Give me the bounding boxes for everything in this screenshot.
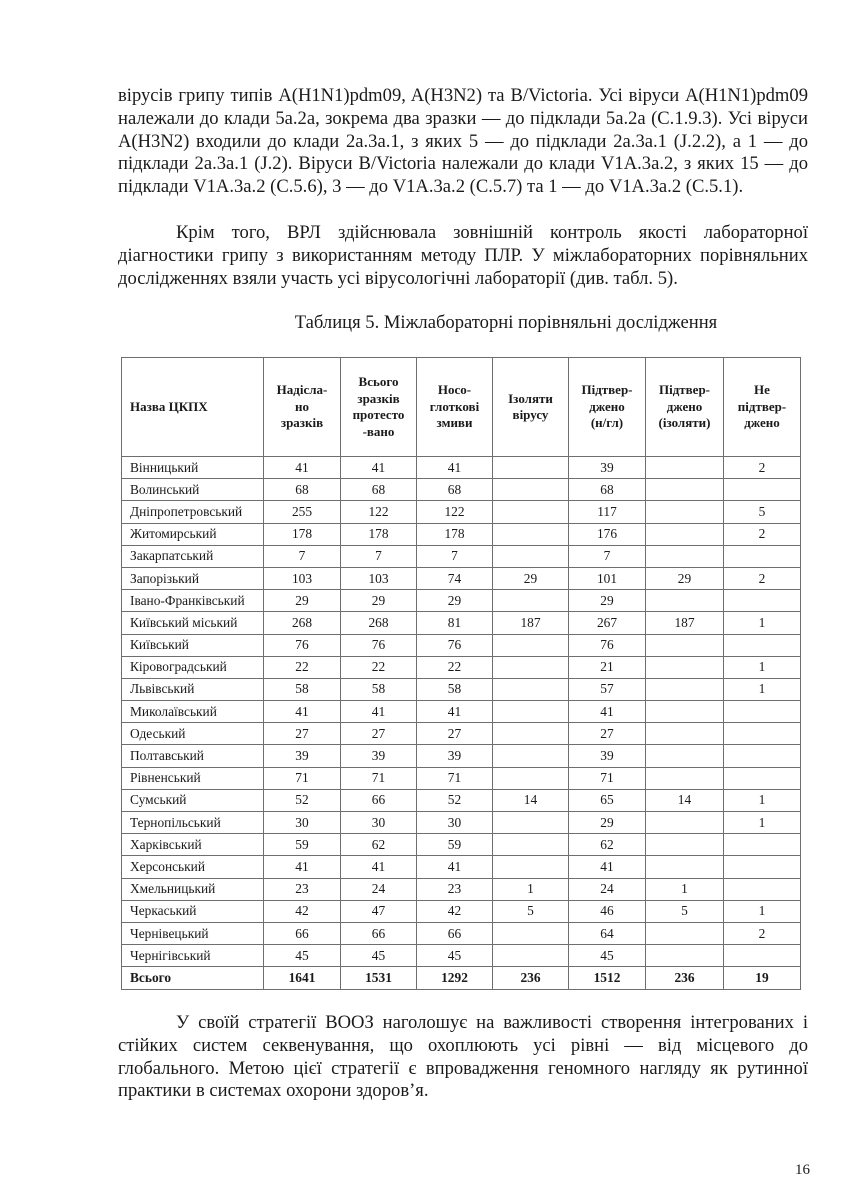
cell-lab-name: Харківський	[122, 834, 264, 856]
cell-value	[724, 479, 801, 501]
cell-value	[724, 856, 801, 878]
cell-value: 2	[724, 457, 801, 479]
cell-value: 76	[341, 634, 417, 656]
table-row	[122, 479, 801, 501]
cell-value: 52	[417, 789, 493, 811]
cell-value: 23	[264, 878, 341, 900]
table-row	[122, 834, 801, 856]
cell-value	[646, 723, 724, 745]
header-samples-sent: Надісла- но зразків	[264, 358, 341, 457]
table-row	[122, 745, 801, 767]
cell-value	[724, 767, 801, 789]
cell-value	[493, 856, 569, 878]
cell-value	[493, 545, 569, 567]
cell-value	[493, 656, 569, 678]
cell-lab-name: Запорізький	[122, 567, 264, 589]
cell-value: 236	[493, 967, 569, 989]
header-confirmed-isolates: Підтвер- джено (ізоляти)	[646, 358, 724, 457]
cell-value: 14	[493, 789, 569, 811]
cell-lab-name: Вінницький	[122, 457, 264, 479]
cell-value: 42	[264, 900, 341, 922]
cell-value: 122	[341, 501, 417, 523]
cell-value: 39	[417, 745, 493, 767]
cell-value: 1	[724, 678, 801, 700]
table-row	[122, 701, 801, 723]
cell-lab-name: Закарпатський	[122, 545, 264, 567]
cell-value	[646, 701, 724, 723]
cell-value: 41	[264, 856, 341, 878]
cell-lab-name: Полтавський	[122, 745, 264, 767]
cell-value: 29	[493, 567, 569, 589]
cell-value: 122	[417, 501, 493, 523]
cell-lab-name: Чернігівський	[122, 945, 264, 967]
cell-value: 2	[724, 523, 801, 545]
cell-value: 58	[417, 678, 493, 700]
paragraph-who-strategy: У своїй стратегії ВООЗ наголошує на важливості створення інтегрованих і стійких систем секвенування, що охоплюють усі рівні — від місцевого до глобального. Метою цієї стратегії є впровадження геномного нагляду як рутинної практики в системах охорони здоров’я.	[118, 1012, 808, 1102]
cell-value	[646, 767, 724, 789]
cell-value	[646, 479, 724, 501]
cell-value: 178	[264, 523, 341, 545]
cell-value: 29	[264, 590, 341, 612]
cell-value	[646, 634, 724, 656]
cell-value: 76	[417, 634, 493, 656]
cell-value	[493, 723, 569, 745]
cell-value: 59	[264, 834, 341, 856]
cell-value: 27	[417, 723, 493, 745]
cell-value: 30	[417, 812, 493, 834]
cell-value: 267	[569, 612, 646, 634]
cell-value: 1	[493, 878, 569, 900]
table-row	[122, 501, 801, 523]
cell-value: 47	[341, 900, 417, 922]
cell-value: 1	[724, 789, 801, 811]
cell-value: 41	[417, 457, 493, 479]
cell-value: 27	[569, 723, 646, 745]
cell-value: 52	[264, 789, 341, 811]
table-total-row	[122, 967, 801, 989]
cell-value: 45	[264, 945, 341, 967]
cell-value: 29	[646, 567, 724, 589]
table-row	[122, 878, 801, 900]
cell-lab-name: Івано-Франківський	[122, 590, 264, 612]
cell-value: 178	[417, 523, 493, 545]
cell-lab-name: Тернопільський	[122, 812, 264, 834]
cell-value: 187	[493, 612, 569, 634]
cell-value	[724, 878, 801, 900]
cell-value: 21	[569, 656, 646, 678]
cell-value	[646, 457, 724, 479]
cell-value: 66	[417, 922, 493, 944]
cell-value: 1	[724, 612, 801, 634]
interlab-comparison-table	[121, 357, 801, 990]
cell-value: 187	[646, 612, 724, 634]
cell-value: 39	[569, 745, 646, 767]
cell-value: 45	[341, 945, 417, 967]
header-virus-isolates: Ізоляти вірусу	[493, 358, 569, 457]
cell-lab-name: Львівський	[122, 678, 264, 700]
cell-value: 1512	[569, 967, 646, 989]
cell-value: 66	[341, 789, 417, 811]
cell-value	[646, 856, 724, 878]
cell-value: 41	[264, 701, 341, 723]
cell-value: 255	[264, 501, 341, 523]
cell-value: 5	[646, 900, 724, 922]
table-row	[122, 634, 801, 656]
cell-value: 59	[417, 834, 493, 856]
cell-value	[646, 678, 724, 700]
cell-lab-name: Всього	[122, 967, 264, 989]
cell-value: 7	[569, 545, 646, 567]
cell-value	[724, 723, 801, 745]
cell-value	[724, 545, 801, 567]
cell-value	[493, 590, 569, 612]
cell-value: 1641	[264, 967, 341, 989]
cell-value: 117	[569, 501, 646, 523]
cell-value	[493, 745, 569, 767]
cell-lab-name: Херсонський	[122, 856, 264, 878]
cell-value	[493, 767, 569, 789]
cell-value: 66	[341, 922, 417, 944]
cell-value	[493, 701, 569, 723]
cell-value: 7	[341, 545, 417, 567]
cell-value: 39	[264, 745, 341, 767]
cell-lab-name: Дніпропетровський	[122, 501, 264, 523]
cell-value: 22	[341, 656, 417, 678]
cell-value: 24	[341, 878, 417, 900]
cell-value	[493, 945, 569, 967]
cell-value	[493, 678, 569, 700]
cell-value: 1	[724, 900, 801, 922]
cell-value: 101	[569, 567, 646, 589]
cell-value: 5	[724, 501, 801, 523]
cell-value	[646, 545, 724, 567]
table-row	[122, 812, 801, 834]
table-row	[122, 656, 801, 678]
cell-value: 68	[341, 479, 417, 501]
cell-value: 1	[724, 656, 801, 678]
cell-value: 41	[341, 856, 417, 878]
cell-value: 30	[264, 812, 341, 834]
cell-value	[493, 523, 569, 545]
cell-value: 1531	[341, 967, 417, 989]
cell-value: 178	[341, 523, 417, 545]
cell-value: 74	[417, 567, 493, 589]
table-row	[122, 545, 801, 567]
cell-value: 46	[569, 900, 646, 922]
cell-value	[724, 590, 801, 612]
cell-value	[646, 656, 724, 678]
cell-value: 58	[264, 678, 341, 700]
cell-value: 68	[417, 479, 493, 501]
cell-value: 62	[569, 834, 646, 856]
table-row	[122, 567, 801, 589]
table-row	[122, 678, 801, 700]
cell-value	[646, 501, 724, 523]
cell-value: 19	[724, 967, 801, 989]
table-header-row	[122, 358, 801, 457]
cell-value: 57	[569, 678, 646, 700]
cell-value: 30	[341, 812, 417, 834]
cell-value: 29	[341, 590, 417, 612]
cell-value: 1	[724, 812, 801, 834]
cell-value: 81	[417, 612, 493, 634]
cell-value: 68	[264, 479, 341, 501]
cell-value	[493, 812, 569, 834]
cell-value: 22	[264, 656, 341, 678]
cell-value	[493, 479, 569, 501]
cell-value: 23	[417, 878, 493, 900]
table-row	[122, 457, 801, 479]
cell-value: 76	[264, 634, 341, 656]
cell-value: 76	[569, 634, 646, 656]
cell-value: 27	[264, 723, 341, 745]
table-row	[122, 856, 801, 878]
cell-value	[724, 634, 801, 656]
cell-value: 7	[264, 545, 341, 567]
table-row	[122, 723, 801, 745]
header-nasopharyngeal-swabs: Носо- глоткові змиви	[417, 358, 493, 457]
cell-value	[646, 745, 724, 767]
cell-value	[493, 501, 569, 523]
cell-value: 68	[569, 479, 646, 501]
cell-value: 58	[341, 678, 417, 700]
cell-value	[493, 834, 569, 856]
cell-value: 41	[569, 701, 646, 723]
paragraph-quality-control: Крім того, ВРЛ здійснювала зовнішній контроль якості лабораторної діагностики грипу з використанням методу ПЛР. У міжлабораторних порівняльних дослідженнях взяли участь усі вірусологічні лабораторії (див. табл. 5).	[118, 222, 808, 289]
cell-lab-name: Житомирський	[122, 523, 264, 545]
paragraph-virus-clades: вірусів грипу типів A(H1N1)pdm09, A(H3N2) та B/Victoria. Усі віруси A(H1N1)pdm09 належали до клади 5a.2a, зокрема два зразки — до підклади 5a.2a (C.1.9.3). Усі віруси A(H3N2) входили до клади 2a.3a.1, з яких 5 — до підклади 2a.3a.1 (J.2.2), а 1 — до підклади 2a.3a.1 (J.2). Віруси B/Victoria належали до клади V1A.3a.2, з яких 15 — до підклади V1A.3a.2 (C.5.6), 3 — до V1A.3a.2 (C.5.7) та 1 — до V1A.3a.2 (C.5.1).	[118, 85, 808, 198]
table-caption: Таблиця 5. Міжлабораторні порівняльні дослідження	[294, 312, 718, 333]
table-row	[122, 612, 801, 634]
cell-value: 29	[569, 812, 646, 834]
cell-value	[493, 457, 569, 479]
cell-value: 27	[341, 723, 417, 745]
cell-lab-name: Миколаївський	[122, 701, 264, 723]
table-row	[122, 789, 801, 811]
cell-lab-name: Київський міський	[122, 612, 264, 634]
cell-value	[724, 834, 801, 856]
table-row	[122, 922, 801, 944]
cell-value	[724, 945, 801, 967]
table-row	[122, 767, 801, 789]
cell-value: 41	[569, 856, 646, 878]
cell-value: 41	[341, 457, 417, 479]
cell-lab-name: Сумський	[122, 789, 264, 811]
cell-value: 103	[341, 567, 417, 589]
cell-value: 64	[569, 922, 646, 944]
cell-value: 62	[341, 834, 417, 856]
cell-lab-name: Хмельницький	[122, 878, 264, 900]
cell-value: 268	[264, 612, 341, 634]
cell-value: 42	[417, 900, 493, 922]
cell-value: 39	[569, 457, 646, 479]
cell-value: 2	[724, 922, 801, 944]
cell-value: 5	[493, 900, 569, 922]
cell-lab-name: Чернівецький	[122, 922, 264, 944]
cell-value	[646, 523, 724, 545]
cell-value: 2	[724, 567, 801, 589]
cell-value	[646, 945, 724, 967]
cell-value: 41	[417, 856, 493, 878]
cell-value	[646, 922, 724, 944]
cell-value: 236	[646, 967, 724, 989]
cell-value: 71	[569, 767, 646, 789]
cell-value: 71	[417, 767, 493, 789]
cell-value: 71	[264, 767, 341, 789]
cell-value: 66	[264, 922, 341, 944]
cell-value: 7	[417, 545, 493, 567]
cell-value: 41	[264, 457, 341, 479]
cell-value: 176	[569, 523, 646, 545]
cell-value: 24	[569, 878, 646, 900]
cell-value: 65	[569, 789, 646, 811]
cell-value: 1	[646, 878, 724, 900]
cell-lab-name: Кіровоградський	[122, 656, 264, 678]
cell-value: 41	[417, 701, 493, 723]
table-row	[122, 523, 801, 545]
cell-lab-name: Волинський	[122, 479, 264, 501]
cell-value	[724, 745, 801, 767]
cell-value: 103	[264, 567, 341, 589]
cell-value: 22	[417, 656, 493, 678]
cell-value	[724, 701, 801, 723]
cell-value	[493, 922, 569, 944]
cell-value	[646, 812, 724, 834]
cell-value: 39	[341, 745, 417, 767]
cell-value: 1292	[417, 967, 493, 989]
table-row	[122, 900, 801, 922]
cell-value: 41	[341, 701, 417, 723]
cell-value: 45	[569, 945, 646, 967]
cell-value: 29	[417, 590, 493, 612]
cell-value: 45	[417, 945, 493, 967]
cell-value	[646, 834, 724, 856]
cell-value: 268	[341, 612, 417, 634]
cell-lab-name: Черкаський	[122, 900, 264, 922]
page-number: 16	[795, 1162, 810, 1178]
cell-value: 14	[646, 789, 724, 811]
header-lab-name: Назва ЦКПХ	[122, 358, 264, 457]
table-row	[122, 945, 801, 967]
cell-value	[493, 634, 569, 656]
header-samples-tested: Всього зразків протесто -вано	[341, 358, 417, 457]
cell-lab-name: Одеський	[122, 723, 264, 745]
cell-lab-name: Київський	[122, 634, 264, 656]
table-row	[122, 590, 801, 612]
cell-value: 29	[569, 590, 646, 612]
cell-lab-name: Рівненський	[122, 767, 264, 789]
header-confirmed-swabs: Підтвер- джено (н/гл)	[569, 358, 646, 457]
header-not-confirmed: Не підтвер- джено	[724, 358, 801, 457]
table-body	[122, 457, 801, 990]
cell-value: 71	[341, 767, 417, 789]
cell-value	[646, 590, 724, 612]
